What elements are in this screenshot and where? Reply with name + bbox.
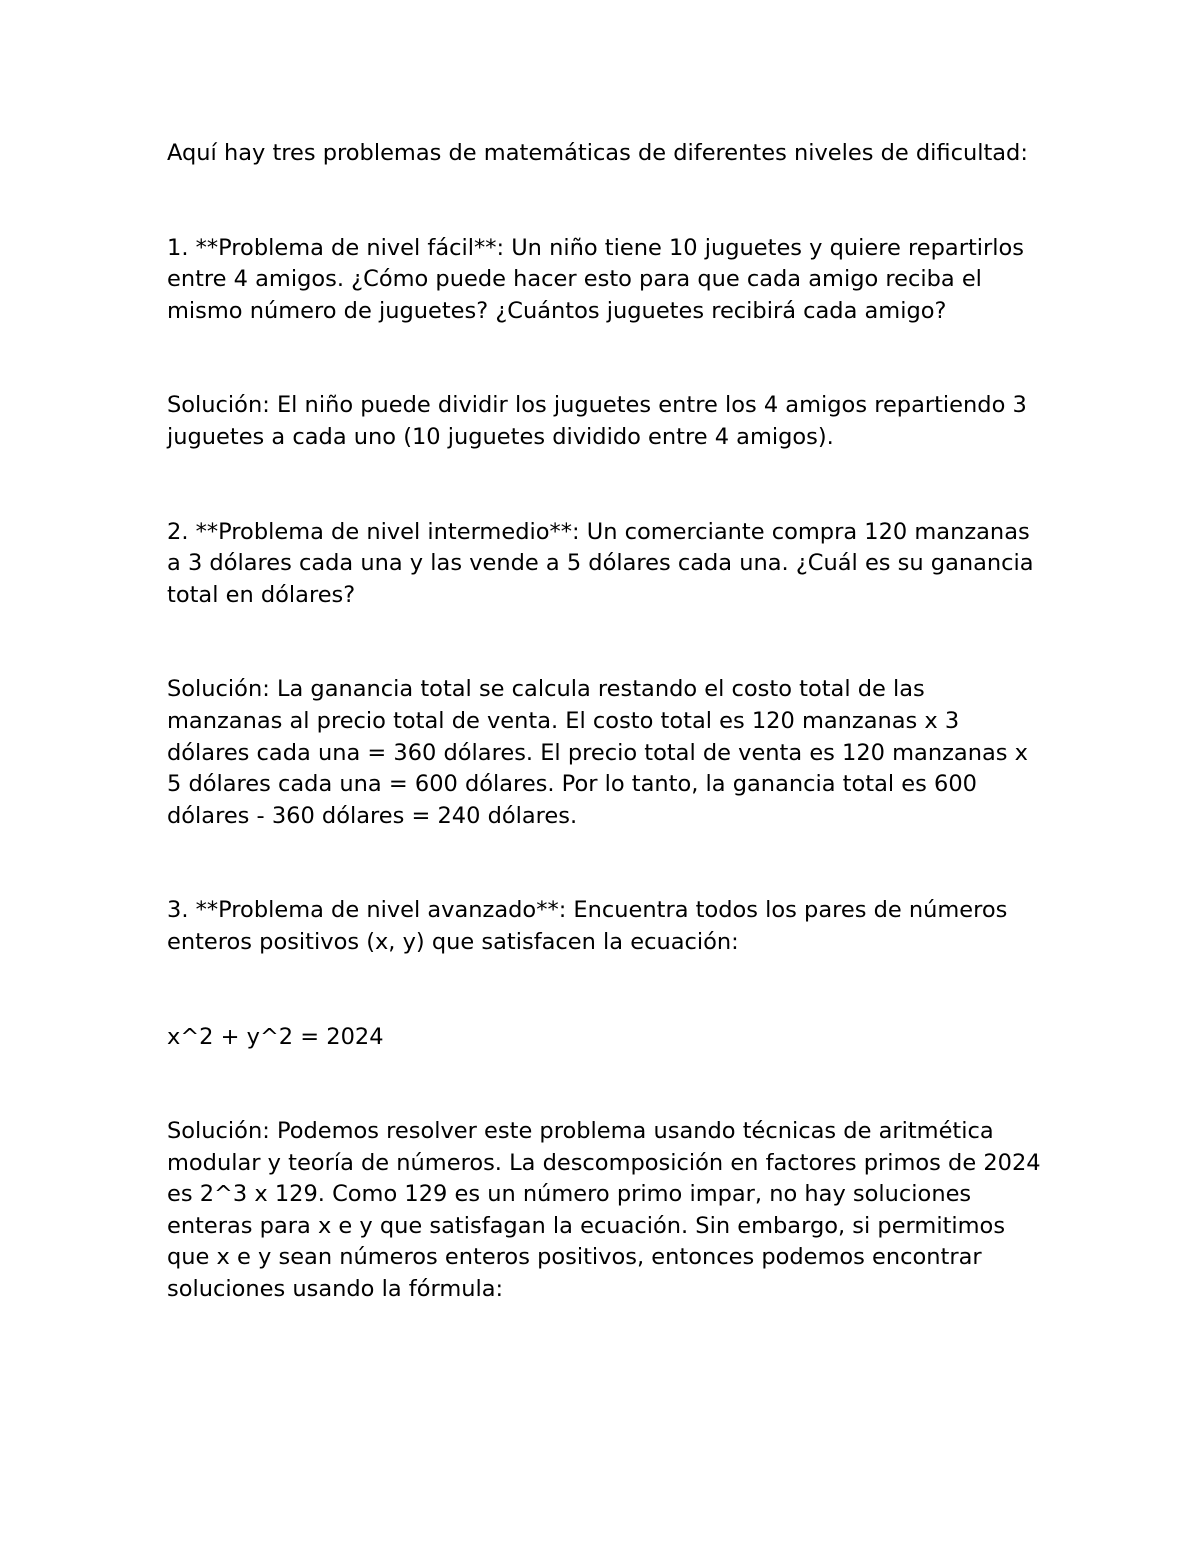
intro-paragraph: Aquí hay tres problemas de matemáticas de diferentes niveles de dificultad:: [167, 140, 1028, 166]
problem-1-paragraph: 1. **Problema de nivel fácil**: Un niño tiene 10 juguetes y quiere repartirlos entre 4 amigos. ¿Cómo puede hacer esto para que cada amigo reciba el mismo número de juguetes? ¿Cuántos juguetes recibirá cada amigo?: [167, 234, 1025, 324]
solution-3-paragraph: Solución: Podemos resolver este problema usando técnicas de aritmética modular y teoría de números. La descomposición en factores primos de 2024 es 2^3 x 129. Como 129 es un número primo impar, no hay soluciones enteras para x e y que satisfagan la ecuación. Sin embargo, si permitimos que x e y sean números enteros positivos, entonces podemos encontrar soluciones usando la fórmula:: [167, 1118, 1041, 1303]
problem-2-paragraph: 2. **Problema de nivel intermedio**: Un comerciante compra 120 manzanas a 3 dólares cada una y las vende a 5 dólares cada una. ¿Cuál es su ganancia total en dólares?: [167, 518, 1034, 608]
document-body: [167, 138, 1047, 1306]
solution-2-paragraph: Solución: La ganancia total se calcula restando el costo total de las manzanas al precio total de venta. El costo total es 120 manzanas x 3 dólares cada una = 360 dólares. El precio total de venta es 120 manzanas x 5 dólares cada una = 600 dólares. Por lo tanto, la ganancia total es 600 dólares - 360 dólares = 240 dólares.: [167, 676, 1028, 829]
equation-line: x^2 + y^2 = 2024: [167, 1023, 384, 1050]
solution-1-paragraph: Solución: El niño puede dividir los juguetes entre los 4 amigos repartiendo 3 juguetes a cada uno (10 juguetes dividido entre 4 amigos).: [167, 392, 1027, 450]
problem-3-paragraph: 3. **Problema de nivel avanzado**: Encuentra todos los pares de números enteros positivos (x, y) que satisfacen la ecuación:: [167, 897, 1008, 955]
